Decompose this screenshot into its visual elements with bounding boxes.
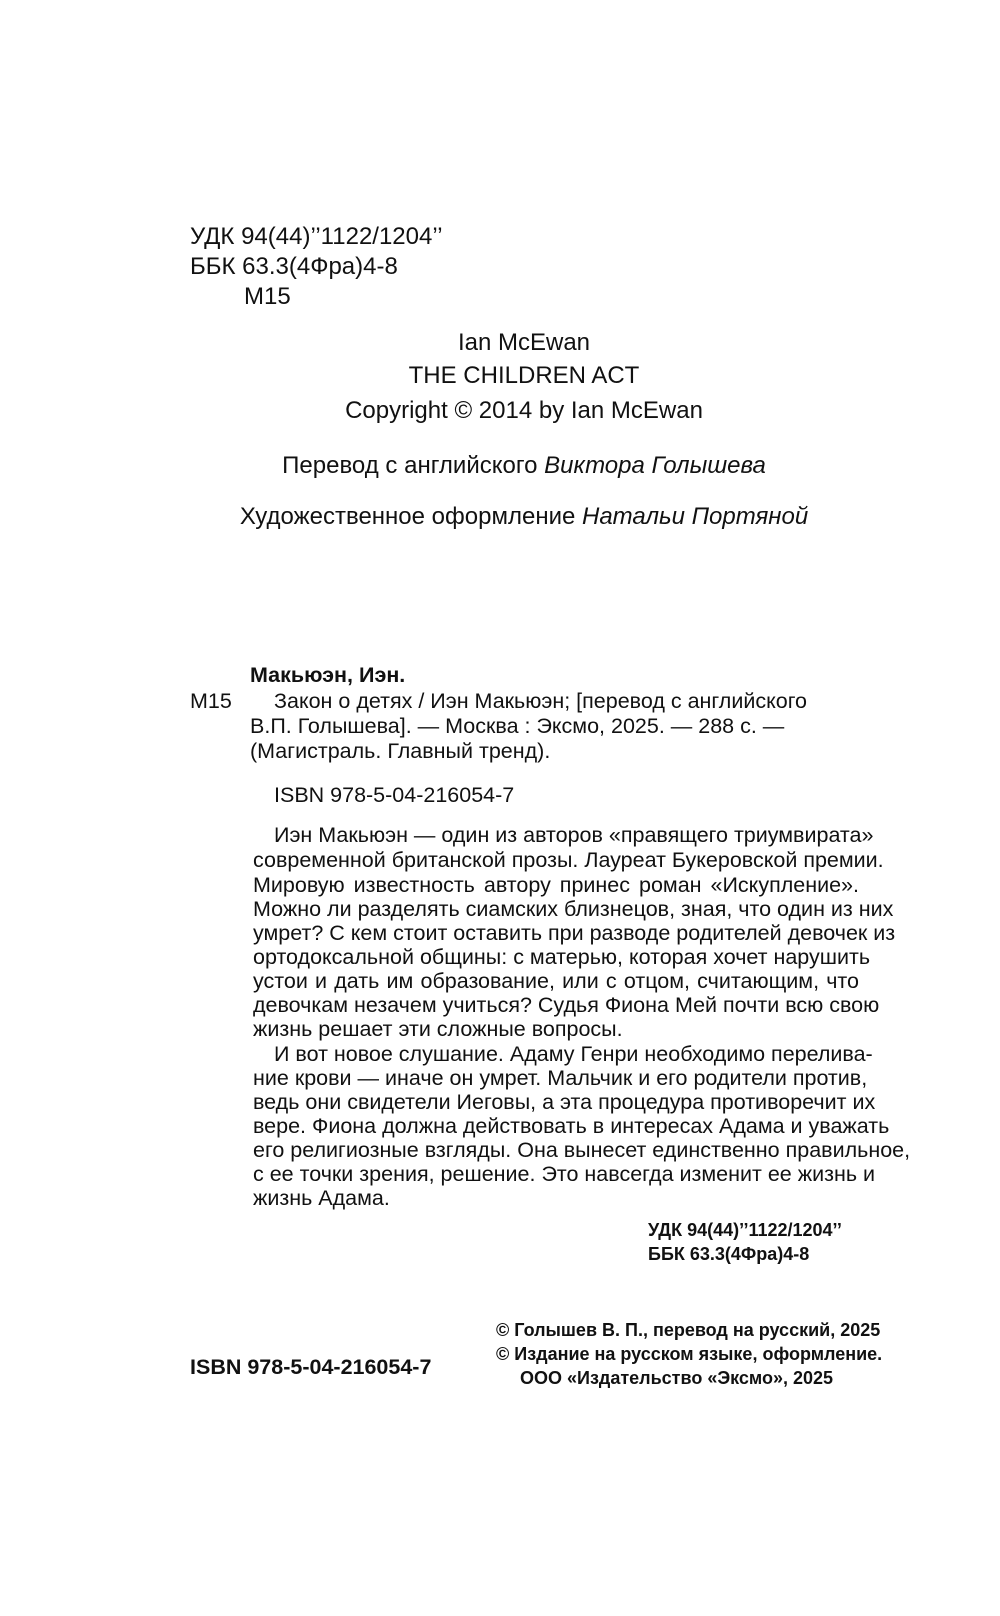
catalog-line: Закон о детях / Иэн Макьюэн; [перевод с английского xyxy=(274,689,808,713)
footer-bbk: ББК 63.3(4Фра)4-8 xyxy=(648,1244,810,1264)
design-credit xyxy=(24,502,1000,532)
annotation-line: с ее точки зрения, решение. Это навсегда изменит ее жизнь и xyxy=(253,1162,876,1186)
original-author: Ian McEwan xyxy=(457,329,591,356)
annotation-line: жизнь Адама. xyxy=(253,1186,390,1210)
copyright-publisher: ООО «Издательство «Эксмо», 2025 xyxy=(520,1368,834,1388)
author-sign: М15 xyxy=(244,283,291,310)
annotation-line: И вот новое слушание. Адаму Генри необходимо перелива- xyxy=(274,1042,873,1066)
copyright-edition: © Издание на русском языке, оформление. xyxy=(496,1344,883,1364)
annotation-line: ведь они свидетели Иеговы, а эта процедура противоречит их xyxy=(253,1090,876,1114)
annotation-line: устои и дать им образование, или с отцом, считающим, что xyxy=(253,969,859,993)
annotation-line: ортодоксальной общины: с матерью, которая хочет нарушить xyxy=(253,945,871,969)
translation-prefix: Перевод с английского xyxy=(282,452,538,479)
annotation-line: вере. Фиона должна действовать в интересах Адама и уважать xyxy=(253,1114,890,1138)
annotation-line: умрет? С кем стоит оставить при разводе родителей девочек из xyxy=(253,921,896,945)
annotation-line: современной британской прозы. Лауреат Букеровской премии. xyxy=(253,848,884,872)
catalog-isbn: ISBN 978-5-04-216054-7 xyxy=(274,783,515,807)
footer-udk: УДК 94(44)’’1122/1204’’ xyxy=(648,1220,842,1240)
annotation-line: Иэн Макьюэн — один из авторов «правящего триумвирата» xyxy=(274,823,874,847)
annotation-line: Можно ли разделять сиамских близнецов, зная, что один из них xyxy=(253,897,894,921)
original-title: THE CHILDREN ACT xyxy=(408,362,640,389)
catalog-line: (Магистраль. Главный тренд). xyxy=(250,739,551,763)
annotation-line: Мировую известность автору принес роман «Искупление». xyxy=(253,873,859,897)
copyright-translation: © Голышев В. П., перевод на русский, 2025 xyxy=(496,1320,881,1340)
catalog-sign: М15 xyxy=(190,689,232,713)
design-prefix: Художественное оформление xyxy=(239,503,576,530)
designer-name: Натальи Портяной xyxy=(582,503,809,530)
original-copyright: Copyright © 2014 by Ian McEwan xyxy=(345,397,703,424)
annotation-line: его религиозные взгляды. Она вынесет единственно правильное, xyxy=(253,1138,911,1162)
bbk-code: ББК 63.3(4Фра)4-8 xyxy=(190,253,398,280)
catalog-heading: Макьюэн, Иэн. xyxy=(250,663,406,687)
catalog-line: В.П. Голышева]. — Москва : Эксмо, 2025. — 288 с. — xyxy=(250,714,785,738)
footer-isbn: ISBN 978-5-04-216054-7 xyxy=(190,1355,432,1379)
translation-credit xyxy=(24,451,1000,481)
annotation-line: ние крови — иначе он умрет. Мальчик и его родители против, xyxy=(253,1066,868,1090)
annotation-line: жизнь решает эти сложные вопросы. xyxy=(253,1017,623,1041)
annotation-line: девочкам незачем учиться? Судья Фиона Мей почти всю свою xyxy=(253,993,880,1017)
translator-name: Виктора Голышева xyxy=(544,452,766,479)
udk-code: УДК 94(44)’’1122/1204’’ xyxy=(190,223,443,250)
